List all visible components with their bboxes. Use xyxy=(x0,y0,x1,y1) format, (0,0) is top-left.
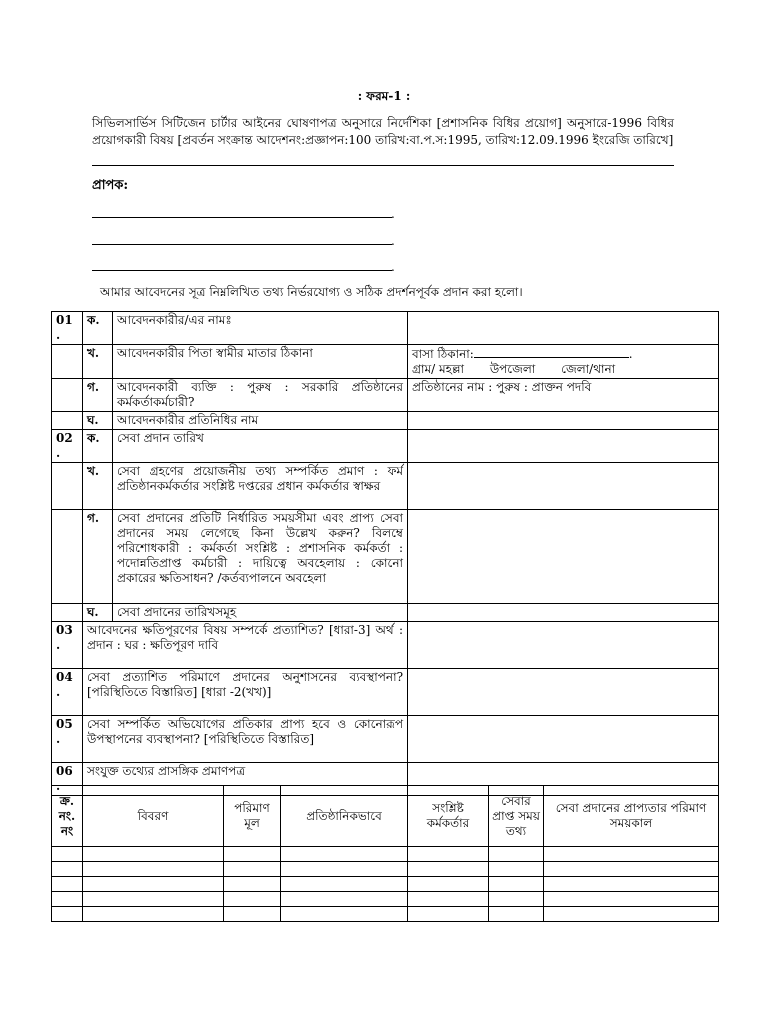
row-answer-field[interactable] xyxy=(408,604,719,622)
grid-cell[interactable] xyxy=(489,862,544,877)
row-question: সেবা প্রত্যাশিত পরিমাণে প্রদানের অনুশাসনের ব্যবস্থাপনা? [পরিস্থিতিতে বিস্তারিত] [ধারা -2(খখ)] xyxy=(83,669,408,716)
form-title: : ফরম-1 : xyxy=(357,89,411,103)
grid-cell[interactable] xyxy=(408,862,489,877)
application-form-table xyxy=(51,311,719,796)
details-grid-table xyxy=(51,785,719,922)
row-number xyxy=(52,510,83,604)
row-question: সেবা প্রদানের প্রতিটি নির্ধারিত সময়সীমা এবং প্রাপ্য সেবা প্রদানের সময় লেগেছে কিনা উল্লেখ করুন? বিলম্বে পরিশোধকারী : কর্মকর্তা সংশ্লিষ্ট : প্রশাসনিক কর্মকর্তা : পদোন্নতিপ্রাপ্ত কর্মচারী : দায়িত্বে অবহেলায় : কোনো প্রকারের ক্ষতিসাধন? /কর্তব্যপালনে অবহেলা xyxy=(113,510,408,604)
recipient-line-3[interactable] xyxy=(92,270,392,271)
grid-cell[interactable] xyxy=(281,877,408,892)
recipient-label: প্রাপক: xyxy=(92,178,129,193)
grid-empty-row xyxy=(52,847,719,862)
row-question: সেবা প্রদানের তারিখসমূহ xyxy=(113,604,408,622)
grid-empty-row xyxy=(52,892,719,907)
recipient-line-2-dot: . xyxy=(391,234,395,248)
recipient-line-1[interactable] xyxy=(92,217,392,218)
row-number xyxy=(52,412,83,430)
recipient-line-3-dot: . xyxy=(391,260,395,274)
intro-paragraph: সিভিলসার্ভিস সিটিজেন চার্টার আইনের ঘোষণাপত্র অনুসারে নির্দেশিকা [প্রশাসনিক বিধির প্রয়োগ] অনুসারে-1996 বিধির প্রয়োগকারী বিষয় [প্রবর্তন সংক্রান্ত আদেশনং:প্রজ্ঞাপন:100 তারিখ:বা.প.স:1995, তারিখ:12.09.1996 ইংরেজি তারিখে] xyxy=(92,116,674,147)
grid-cell[interactable] xyxy=(544,847,719,862)
grid-header-officer: সংশ্লিষ্ট কর্মকর্তার xyxy=(408,786,489,847)
row-answer-field[interactable] xyxy=(408,312,719,345)
grid-empty-row xyxy=(52,862,719,877)
grid-header-serial: ক্র. নং. নং xyxy=(52,786,83,847)
grid-header-row xyxy=(52,786,719,847)
row-answer-field[interactable] xyxy=(408,345,719,379)
grid-cell[interactable] xyxy=(281,892,408,907)
form-row-1d xyxy=(52,412,719,430)
form-row-2c xyxy=(52,510,719,604)
grid-cell[interactable] xyxy=(52,862,83,877)
grid-cell[interactable] xyxy=(544,892,719,907)
grid-cell[interactable] xyxy=(489,877,544,892)
row-question: আবেদনকারীর/এর নামঃ xyxy=(113,312,408,345)
grid-cell[interactable] xyxy=(281,907,408,922)
row-question: আবেদনকারী ব্যক্তি : পুরুষ : সরকারি প্রতিষ্ঠানের কর্মকর্তাকর্মচারী? xyxy=(113,379,408,412)
address-option-3: জেলা/থানা xyxy=(561,362,616,376)
grid-cell[interactable] xyxy=(224,847,281,862)
form-row-2d xyxy=(52,604,719,622)
grid-cell[interactable] xyxy=(224,892,281,907)
row-sub-number: গ. xyxy=(83,510,113,604)
row-number xyxy=(52,345,83,379)
row-question: সেবা সম্পর্কিত অভিযোগের প্রতিকার প্রাপ্য হবে ও কোনোরূপ উপস্থাপনের ব্যবস্থাপনা? [পরিস্থিতিতে বিস্তারিত] xyxy=(83,716,408,763)
form-row-1b xyxy=(52,345,719,379)
row-number: 01 . xyxy=(52,312,83,345)
row-answer-field[interactable] xyxy=(408,622,719,669)
address-option-2: উপজেলা xyxy=(489,362,536,376)
recipient-line-1-dot: . xyxy=(391,207,395,221)
row-answer-field[interactable] xyxy=(408,463,719,510)
row-question: আবেদনের ক্ষতিপূরণের বিষয় সম্পর্কে প্রত্যাশিত? [ধারা-3] অর্থ : প্রদান : ঘর : ক্ষতিপূরণ দাবি xyxy=(83,622,408,669)
row-question: আবেদনকারীর পিতা স্বামীর মাতার ঠিকানা xyxy=(113,345,408,379)
row-sub-number: খ. xyxy=(83,345,113,379)
grid-header-description: বিবরণ xyxy=(83,786,224,847)
grid-cell[interactable] xyxy=(281,847,408,862)
row-number xyxy=(52,379,83,412)
row-number: 06 . xyxy=(52,763,83,796)
grid-cell[interactable] xyxy=(281,862,408,877)
grid-cell[interactable] xyxy=(52,847,83,862)
row-number xyxy=(52,604,83,622)
row-sub-number: ঘ. xyxy=(83,604,113,622)
form-row-2b xyxy=(52,463,719,510)
grid-header-amount: পরিমাণ মূল xyxy=(224,786,281,847)
grid-header-institution: প্রতিষ্ঠানিকভাবে xyxy=(281,786,408,847)
grid-empty-row xyxy=(52,877,719,892)
row-number: 03 . xyxy=(52,622,83,669)
grid-cell[interactable] xyxy=(83,877,224,892)
row-question: সংযুক্ত তথ্যের প্রাসঙ্গিক প্রমাণপত্র xyxy=(83,763,408,796)
grid-cell[interactable] xyxy=(52,877,83,892)
intro-divider xyxy=(92,165,674,166)
grid-cell[interactable] xyxy=(83,892,224,907)
grid-cell[interactable] xyxy=(52,892,83,907)
lead-statement: আমার আবেদনের সূত্র নিম্নলিখিত তথ্য নির্ভরযোগ্য ও সঠিক প্রদর্শনপূর্বক প্রদান করা হলো। xyxy=(100,285,523,299)
grid-cell[interactable] xyxy=(544,907,719,922)
row-answer-field[interactable] xyxy=(408,669,719,716)
row-number: 05 . xyxy=(52,716,83,763)
form-row-4 xyxy=(52,669,719,716)
form-row-3 xyxy=(52,622,719,669)
row-answer-field[interactable] xyxy=(408,430,719,463)
grid-cell[interactable] xyxy=(83,847,224,862)
address-option-1: গ্রাম/ মহল্লা xyxy=(412,362,464,376)
form-row-5 xyxy=(52,716,719,763)
grid-cell[interactable] xyxy=(408,877,489,892)
address-input-line[interactable] xyxy=(474,346,629,358)
row-sub-number: খ. xyxy=(83,463,113,510)
grid-cell[interactable] xyxy=(224,877,281,892)
grid-empty-row xyxy=(52,907,719,922)
row-answer-field[interactable]: প্রতিষ্ঠানের নাম : পুরুষ : প্রাক্তন পদবি xyxy=(408,379,719,412)
row-number xyxy=(52,463,83,510)
grid-cell[interactable] xyxy=(408,847,489,862)
grid-cell[interactable] xyxy=(224,862,281,877)
row-sub-number: গ. xyxy=(83,379,113,412)
address-end: . xyxy=(628,347,633,361)
grid-header-duration: সেবা প্রদানের প্রাপ্যতার পরিমাণ সময়কাল xyxy=(544,786,719,847)
grid-cell[interactable] xyxy=(408,907,489,922)
grid-header-time: সেবার প্রাপ্ত সময় তথ্য xyxy=(489,786,544,847)
address-label: বাসা ঠিকানা: xyxy=(412,347,474,361)
row-question: সেবা প্রদান তারিখ xyxy=(113,430,408,463)
form-row-1c xyxy=(52,379,719,412)
recipient-line-2[interactable] xyxy=(92,244,392,245)
row-sub-number: ক. xyxy=(83,312,113,345)
grid-cell[interactable] xyxy=(544,862,719,877)
row-answer-field[interactable] xyxy=(408,510,719,604)
grid-cell[interactable] xyxy=(544,877,719,892)
row-answer-field[interactable] xyxy=(408,716,719,763)
row-question: সেবা গ্রহণের প্রয়োজনীয় তথ্য সম্পর্কিত প্রমাণ : ফর্ম প্রতিষ্ঠানকর্মকর্তার সংশ্লিষ্ট দপ্তরের প্রধান কর্মকর্তার স্বাক্ষর xyxy=(113,463,408,510)
grid-cell[interactable] xyxy=(224,907,281,922)
row-sub-number: ঘ. xyxy=(83,412,113,430)
grid-cell[interactable] xyxy=(83,907,224,922)
row-answer-field[interactable] xyxy=(408,412,719,430)
grid-cell[interactable] xyxy=(489,892,544,907)
form-row-1a xyxy=(52,312,719,345)
grid-cell[interactable] xyxy=(408,892,489,907)
grid-cell[interactable] xyxy=(83,862,224,877)
row-question: আবেদনকারীর প্রতিনিধির নাম xyxy=(113,412,408,430)
row-sub-number: ক. xyxy=(83,430,113,463)
grid-cell[interactable] xyxy=(52,907,83,922)
form-row-2a xyxy=(52,430,719,463)
row-number: 02 . xyxy=(52,430,83,463)
grid-cell[interactable] xyxy=(489,907,544,922)
row-number: 04 . xyxy=(52,669,83,716)
grid-cell[interactable] xyxy=(489,847,544,862)
